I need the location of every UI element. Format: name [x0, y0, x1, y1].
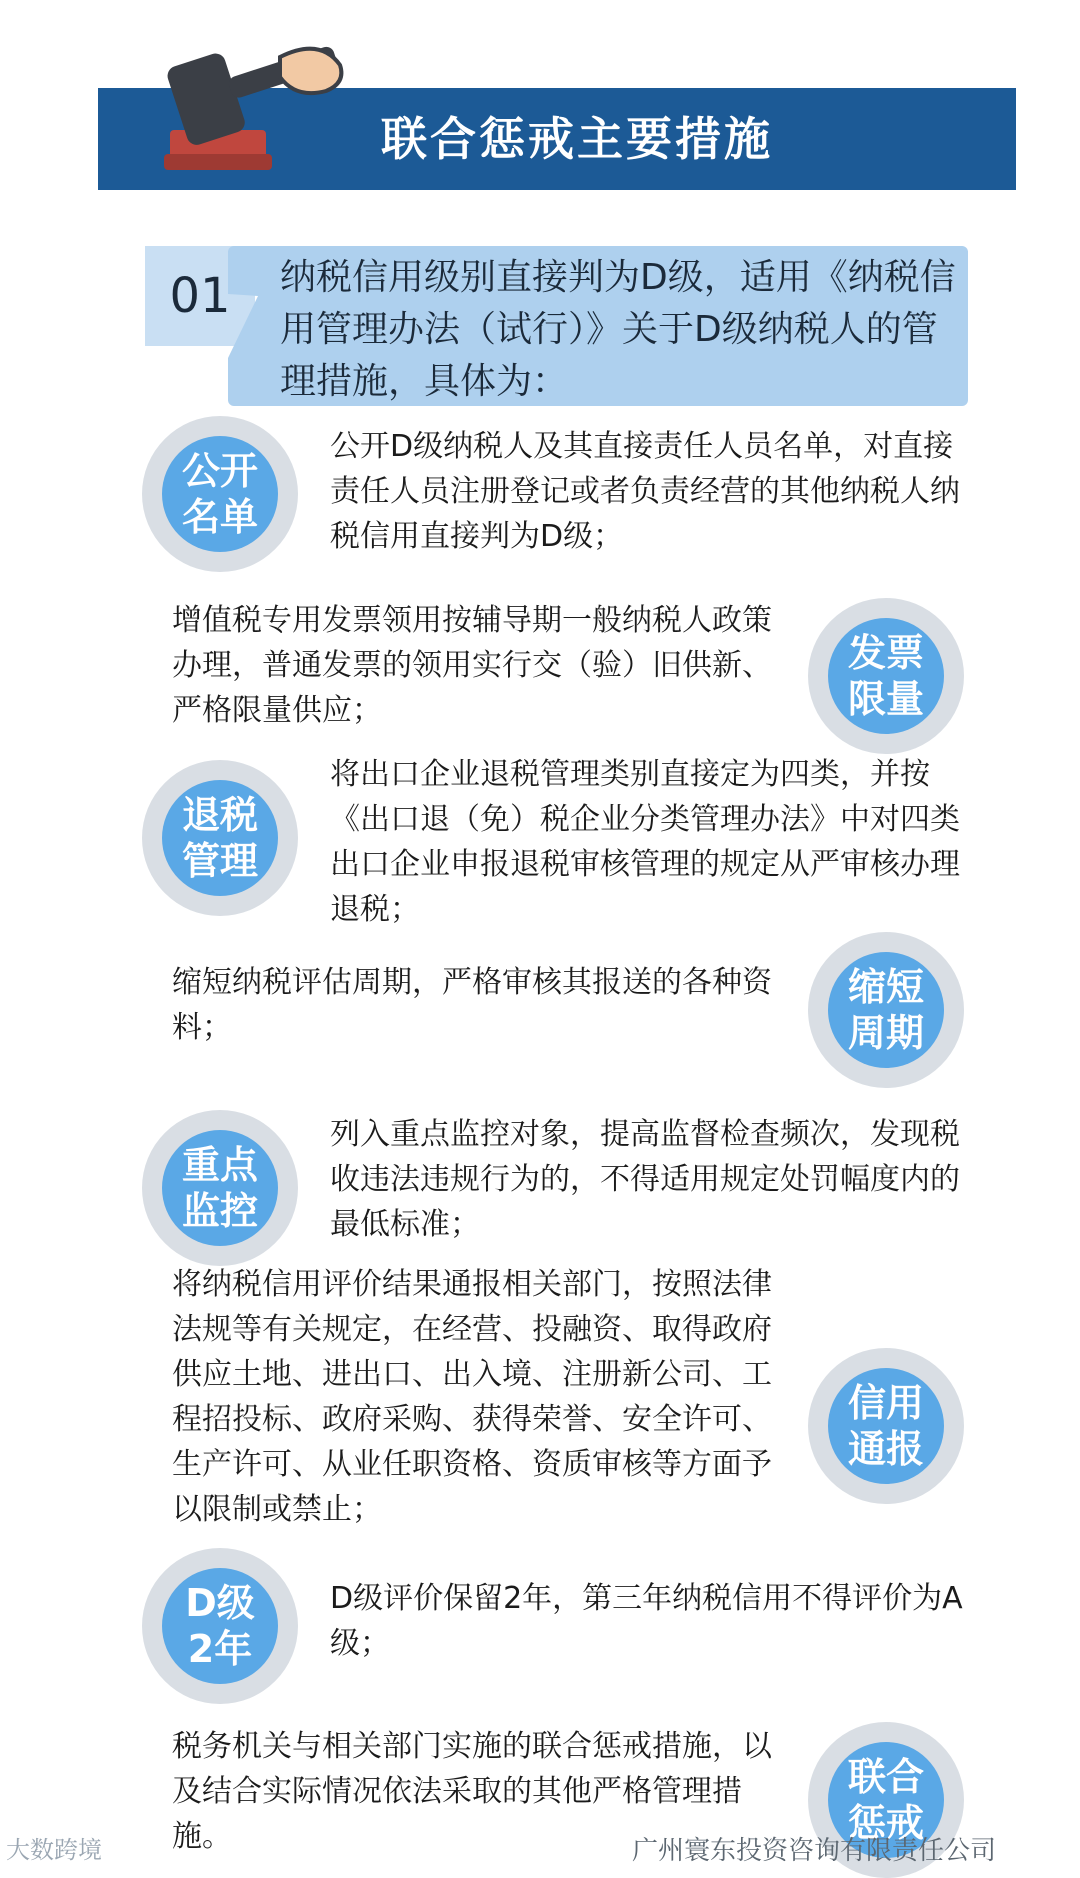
measure-text: 公开D级纳税人及其直接责任人员名单，对直接责任人员注册登记或者负责经营的其他纳税人纳税信用直接判为D级； [330, 429, 960, 554]
step-number: 01 [169, 268, 231, 324]
badge-label: 退税管理 [181, 793, 258, 883]
measure-text: 将纳税信用评价结果通报相关部门，按照法律法规等有关规定，在经营、投融资、取得政府供应土地、进出口、出入境、注册新公司、工程招投标、政府采购、获得荣誉、安全许可、生产许可、从业任职资格、资质审核等方面予以限制或禁止； [172, 1267, 772, 1527]
badge-label: 缩短周期 [847, 965, 924, 1055]
measure-text: 将出口企业退税管理类别直接定为四类，并按《出口退（免）税企业分类管理办法》中对四类出口企业申报退税审核管理的规定从严审核办理退税； [330, 757, 960, 927]
measure-text: 缩短纳税评估周期，严格审核其报送的各种资料； [172, 965, 772, 1045]
badge-refund-management [142, 760, 298, 916]
page-title: 联合惩戒主要措施 [381, 112, 773, 166]
badge-public-list [142, 416, 298, 572]
badge-label: 公开名单 [181, 449, 258, 539]
badge-label: 发票限量 [847, 631, 924, 721]
watermark-right: 广州寰东投资咨询有限责任公司 [632, 1836, 997, 1866]
badge-invoice-limit [808, 598, 964, 754]
badge-shorten-cycle [808, 932, 964, 1088]
measure-text: 增值税专用发票领用按辅导期一般纳税人政策办理，普通发票的领用实行交（验）旧供新、严格限量供应； [172, 603, 772, 728]
badge-label: D级2年 [185, 1581, 255, 1671]
measure-text: D级评价保留2年，第三年纳税信用不得评价为A级； [330, 1581, 963, 1661]
measure-text: 列入重点监控对象，提高监督检查频次，发现税收违法违规行为的，不得适用规定处罚幅度内的最低标准； [330, 1117, 960, 1242]
measure-text: 税务机关与相关部门实施的联合惩戒措施，以及结合实际情况依法采取的其他严格管理措施。 [172, 1729, 772, 1854]
badge-d-level-two-years [142, 1548, 298, 1704]
badge-credit-notice [808, 1348, 964, 1504]
gavel-icon [160, 12, 360, 182]
badge-label: 联合惩戒 [847, 1755, 924, 1845]
watermark-left: 大数跨境 [6, 1836, 102, 1864]
badge-label: 重点监控 [181, 1143, 258, 1233]
badge-label: 信用通报 [847, 1381, 924, 1471]
step-text: 纳税信用级别直接判为D级，适用《纳税信用管理办法（试行）》关于D级纳税人的管理措施，具体为： [280, 257, 956, 402]
badge-key-monitoring [142, 1110, 298, 1266]
